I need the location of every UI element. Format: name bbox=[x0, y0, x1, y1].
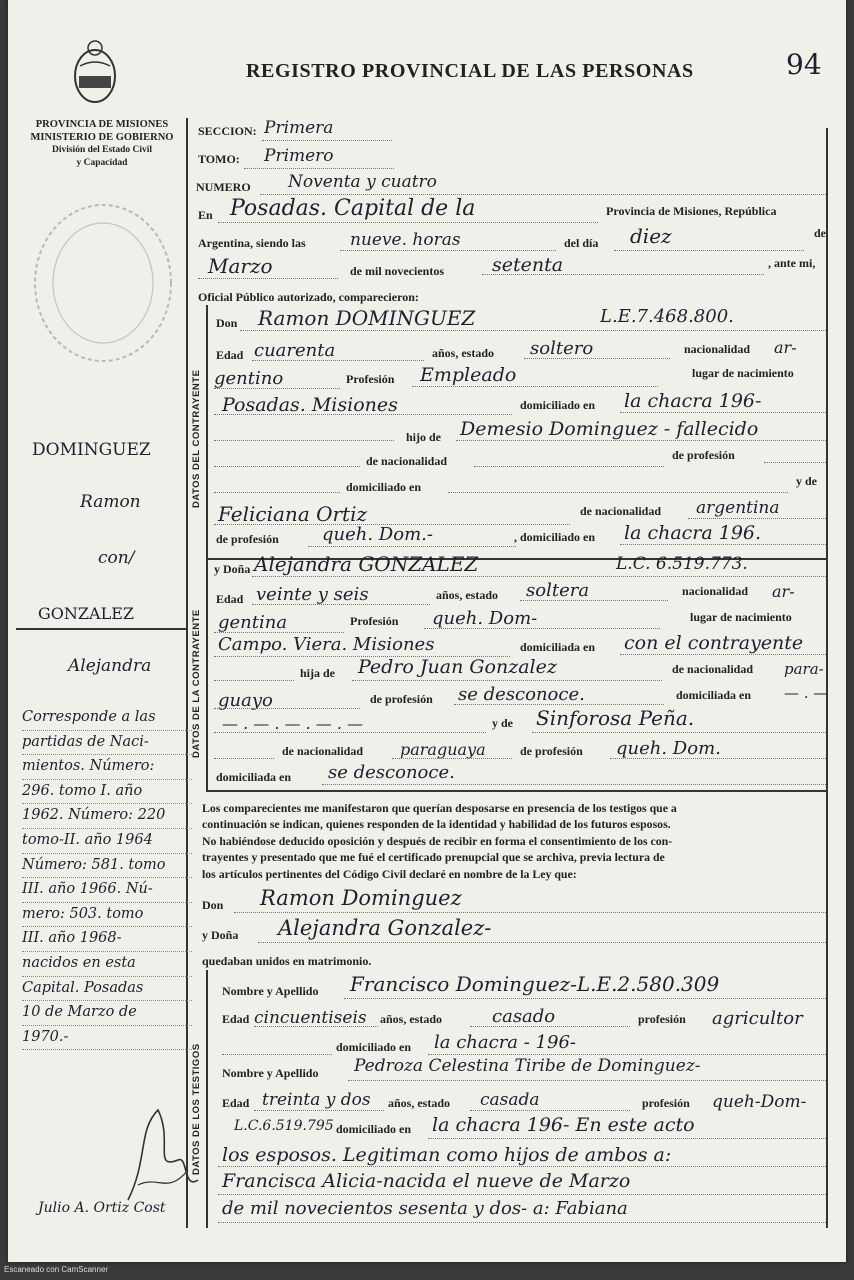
bride-estado: soltera bbox=[526, 580, 590, 601]
margin-note-line: 1962. Número: 220 bbox=[22, 804, 192, 829]
groom-nac-1: ar- bbox=[774, 338, 797, 357]
province-name: PROVINCIA DE MISIONES bbox=[35, 119, 169, 130]
bride-prof-label: Profesión bbox=[350, 614, 399, 628]
groom-nac-2: gentino bbox=[214, 368, 284, 389]
margin-surname-1: DOMINGUEZ bbox=[32, 440, 151, 460]
bride-mother-nac-label: de nacionalidad bbox=[282, 744, 364, 758]
frame-right-line bbox=[826, 128, 828, 1228]
bride-side-label: DATOS DE LA CONTRAYENTE bbox=[191, 609, 202, 758]
groom-mother-nac-label: de nacionalidad bbox=[580, 504, 662, 518]
bride-lugar: Campo. Viera. Misiones bbox=[218, 634, 435, 655]
bride-father: Pedro Juan Gonzalez bbox=[358, 656, 557, 678]
w1-dom: la chacra - 196- bbox=[434, 1032, 576, 1053]
w2-dom: la chacra 196- En este acto bbox=[432, 1114, 695, 1136]
bride-father-dom: — . — bbox=[784, 684, 829, 702]
groom-de-prof-label: de profesión bbox=[672, 448, 735, 462]
margin-divider bbox=[16, 628, 186, 630]
w1-edad: cincuentiseis bbox=[254, 1008, 367, 1028]
margin-note bbox=[22, 706, 192, 1050]
groom-mother: Feliciana Ortiz bbox=[218, 502, 368, 526]
signature-scribble bbox=[118, 1100, 208, 1210]
decl-dona: Alejandra Gonzalez- bbox=[278, 916, 492, 940]
groom-side-label: DATOS DEL CONTRAYENTE bbox=[191, 369, 202, 508]
tomo-value: Primero bbox=[264, 146, 334, 166]
witness-side-label: DATOS DE LOS TESTIGOS bbox=[191, 1043, 202, 1175]
bride-y-de-label: y de bbox=[492, 716, 513, 730]
horas-value: nueve. horas bbox=[350, 230, 461, 250]
groom-mother-prof-label: de profesión bbox=[216, 532, 279, 546]
seccion-label: SECCION: bbox=[198, 124, 257, 138]
declaration-line-4: trayentes y presentado que me fué el certificado prenupcial que se archiva, previa lectura de bbox=[202, 850, 665, 865]
page-number: 94 bbox=[786, 48, 822, 81]
frame-left-line bbox=[186, 118, 188, 1228]
bride-mother-prof: queh. Dom. bbox=[616, 738, 721, 759]
margin-note-line: Capital. Posadas bbox=[22, 977, 192, 1002]
margin-note-line: tomo-II. año 1964 bbox=[22, 829, 192, 854]
bride-nac-label: nacionalidad bbox=[682, 584, 749, 598]
groom-mother-nac: argentina bbox=[696, 498, 780, 518]
en-label: En bbox=[198, 208, 213, 222]
bride-father-nac-2: guayo bbox=[218, 690, 273, 711]
seccion-value: Primera bbox=[264, 118, 334, 138]
bride-father-dom-2: — . — . — . — . — bbox=[222, 714, 364, 733]
anio-value: setenta bbox=[492, 254, 564, 276]
margin-note-line: 296. tomo I. año bbox=[22, 780, 192, 805]
groom-domiciliado-label: domiciliado en bbox=[346, 480, 422, 494]
division-line-1: División del Estado Civil bbox=[51, 145, 153, 155]
bride-prof: queh. Dom- bbox=[432, 608, 538, 629]
document-page bbox=[8, 0, 846, 1262]
margin-note-line: 10 de Marzo de bbox=[22, 1001, 192, 1026]
decl-don: Ramon Dominguez bbox=[260, 886, 462, 910]
groom-prof: Empleado bbox=[420, 364, 517, 386]
tomo-label: TOMO: bbox=[198, 152, 240, 166]
extra-line-3: de mil novecientos sesenta y dos- a: Fabiana bbox=[222, 1198, 628, 1219]
decl-unidos: quedaban unidos en matrimonio. bbox=[202, 954, 372, 968]
decl-dona-label: y Doña bbox=[202, 928, 239, 942]
margin-note-line: 1970.- bbox=[22, 1026, 192, 1051]
bride-estado-label: años, estado bbox=[436, 588, 499, 602]
declaration-line-5: los artículos pertinentes del Código Civil declaré en nombre de la Ley que: bbox=[202, 866, 577, 881]
bride-nac-1: ar- bbox=[772, 582, 795, 601]
bride-mother-dom-label: domiciliada en bbox=[216, 770, 292, 784]
w1-dom-label: domiciliado en bbox=[336, 1040, 412, 1054]
bride-dom-label: domiciliada en bbox=[520, 640, 596, 654]
del-dia-label: del día bbox=[564, 236, 599, 250]
bride-father-prof: se desconoce. bbox=[458, 684, 585, 705]
mil-label: de mil novecientos bbox=[350, 264, 444, 278]
groom-don-label: Don bbox=[216, 316, 238, 330]
w2-nombre-label: Nombre y Apellido bbox=[222, 1066, 319, 1080]
oficial-text: Oficial Público autorizado, comparecieron: bbox=[198, 290, 419, 304]
w2-estado: casada bbox=[480, 1090, 540, 1110]
bride-mother-dom: se desconoce. bbox=[328, 762, 455, 783]
document-title: REGISTRO PROVINCIAL DE LAS PERSONAS bbox=[246, 60, 694, 82]
groom-dom: la chacra 196- bbox=[624, 390, 762, 412]
margin-given-1: Ramon bbox=[80, 492, 141, 512]
groom-edad: cuarenta bbox=[254, 340, 336, 361]
groom-edad-label: Edad bbox=[216, 348, 244, 362]
bride-dona-label: y Doña bbox=[214, 562, 251, 576]
bride-doc: L.C. 6.519.773. bbox=[616, 554, 748, 574]
bride-box-line bbox=[206, 560, 208, 790]
issuer-block bbox=[22, 118, 182, 170]
bride-edad: veinte y seis bbox=[256, 584, 369, 605]
bride-father-nac-1: para- bbox=[784, 660, 824, 678]
margin-surname-2: GONZALEZ bbox=[38, 604, 134, 623]
ministry-name: MINISTERIO DE GOBIERNO bbox=[30, 132, 174, 143]
groom-name: Ramon DOMINGUEZ bbox=[258, 306, 476, 330]
declaration-text bbox=[202, 800, 677, 882]
bride-mother-prof-label: de profesión bbox=[520, 744, 583, 758]
bride-end-line bbox=[206, 790, 826, 792]
decl-don-label: Don bbox=[202, 898, 224, 912]
groom-y-de-label: y de bbox=[796, 474, 817, 488]
w2-dom-label: domiciliado en bbox=[336, 1122, 412, 1136]
bride-mother-nac: paraguaya bbox=[400, 740, 486, 759]
w1-edad-label: Edad bbox=[222, 1012, 250, 1026]
w1-name: Francisco Dominguez-L.E.2.580.309 bbox=[350, 972, 720, 996]
margin-note-line: mientos. Número: bbox=[22, 755, 192, 780]
groom-de-nac-label: de nacionalidad bbox=[366, 454, 448, 468]
groom-box-line bbox=[206, 305, 208, 558]
groom-mother-dom-label: , domiciliado en bbox=[514, 530, 596, 544]
groom-lugar-label: lugar de nacimiento bbox=[692, 366, 794, 380]
bride-mother: Sinforosa Peña. bbox=[536, 706, 695, 730]
groom-dom-label: domiciliado en bbox=[520, 398, 596, 412]
lugar-value: Posadas. Capital de la bbox=[230, 196, 476, 221]
bride-lugar-label: lugar de nacimiento bbox=[690, 610, 792, 624]
margin-given-2: Alejandra bbox=[68, 656, 152, 676]
groom-prof-label: Profesión bbox=[346, 372, 395, 386]
w1-prof-label: profesión bbox=[638, 1012, 686, 1026]
bride-father-prof-label: de profesión bbox=[370, 692, 433, 706]
bride-edad-label: Edad bbox=[216, 592, 244, 606]
extra-line-2: Francisca Alicia-nacida el nueve de Marzo bbox=[222, 1170, 631, 1192]
division-line-2: y Capacidad bbox=[76, 158, 128, 168]
bride-hija-label: hija de bbox=[300, 666, 336, 680]
groom-doc: L.E.7.468.800. bbox=[600, 306, 734, 327]
w2-name: Pedroza Celestina Tiribe de Dominguez- bbox=[354, 1056, 701, 1076]
w1-nombre-label: Nombre y Apellido bbox=[222, 984, 319, 998]
groom-estado: soltero bbox=[530, 338, 594, 359]
bride-dom: con el contrayente bbox=[624, 632, 804, 654]
groom-mother-prof: queh. Dom.- bbox=[322, 524, 433, 545]
provincia-text: Provincia de Misiones, República bbox=[606, 204, 777, 218]
margin-note-line: Corresponde a las bbox=[22, 706, 192, 731]
groom-hijo-label: hijo de bbox=[406, 430, 442, 444]
declaration-line-1: Los comparecientes me manifestaron que querían desposarse en presencia de los testigos que a bbox=[202, 801, 677, 815]
coat-of-arms-icon bbox=[70, 36, 120, 106]
margin-con: con/ bbox=[98, 548, 135, 568]
numero-label: NUMERO bbox=[196, 180, 251, 194]
groom-lugar: Posadas. Misiones bbox=[222, 394, 398, 416]
groom-father: Demesio Dominguez - fallecido bbox=[460, 418, 759, 440]
margin-note-line: nacidos en esta bbox=[22, 952, 192, 977]
argentina-text: Argentina, siendo las bbox=[198, 236, 306, 250]
bride-nac-2: gentina bbox=[218, 612, 288, 633]
groom-mother-dom: la chacra 196. bbox=[624, 522, 762, 544]
margin-note-line: III. año 1966. Nú- bbox=[22, 878, 192, 903]
w2-estado-label: años, estado bbox=[388, 1096, 451, 1110]
w1-estado: casado bbox=[492, 1006, 556, 1027]
extra-line-1: los esposos. Legitiman como hijos de ambos a: bbox=[222, 1144, 672, 1166]
dia-value: diez bbox=[630, 224, 672, 248]
de-label: de bbox=[814, 226, 826, 240]
w2-prof: queh-Dom- bbox=[712, 1092, 807, 1112]
declaration-line-3: No habiéndose deducido oposición y después de recibir en forma el consentimiento de los con- bbox=[202, 833, 673, 848]
margin-note-line: mero: 503. tomo bbox=[22, 903, 192, 928]
numero-value: Noventa y cuatro bbox=[288, 172, 437, 192]
margin-note-line: partidas de Naci- bbox=[22, 731, 192, 756]
margin-signature: Julio A. Ortiz Cost bbox=[38, 1200, 166, 1216]
w1-estado-label: años, estado bbox=[380, 1012, 443, 1026]
bride-father-dom-label: domiciliada en bbox=[676, 688, 752, 702]
bride-father-nac-label: de nacionalidad bbox=[672, 662, 754, 676]
w2-prof-label: profesión bbox=[642, 1096, 690, 1110]
margin-note-line: Número: 581. tomo bbox=[22, 854, 192, 879]
groom-nac-label: nacionalidad bbox=[684, 342, 751, 356]
bride-name: Alejandra GONZALEZ bbox=[254, 552, 479, 576]
w1-prof: agricultor bbox=[712, 1008, 803, 1029]
w2-edad: treinta y dos bbox=[262, 1090, 371, 1110]
declaration-line-2: continuación se indican, quienes responden de la identidad y habilidad de los futuros esposos. bbox=[202, 817, 671, 832]
margin-note-line: III. año 1968- bbox=[22, 927, 192, 952]
mes-value: Marzo bbox=[208, 254, 273, 278]
faded-stamp bbox=[28, 198, 178, 368]
groom-estado-label: años, estado bbox=[432, 346, 495, 360]
w2-doc: L.C.6.519.795 bbox=[234, 1118, 334, 1134]
w2-edad-label: Edad bbox=[222, 1096, 250, 1110]
scanner-footer: Escaneado con CamScanner bbox=[4, 1265, 109, 1274]
ante-label: , ante mi, bbox=[768, 256, 816, 270]
